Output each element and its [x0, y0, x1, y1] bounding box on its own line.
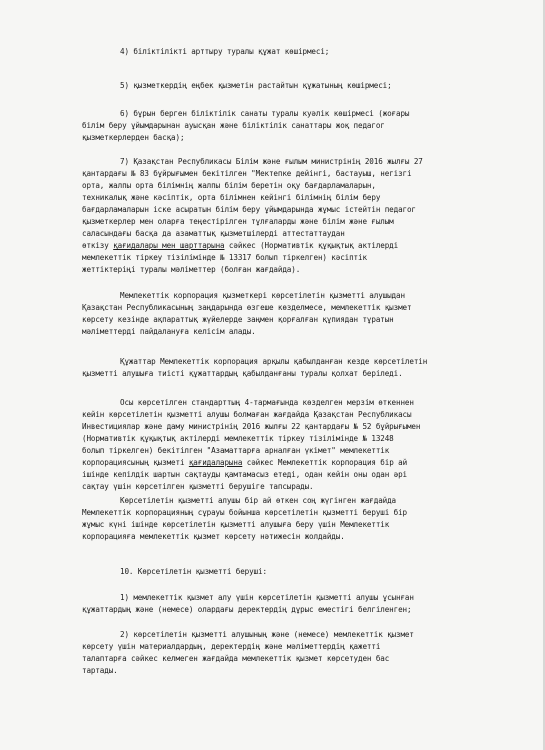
paragraph-storage-line: кейін көрсетілетін қызметті алушы болмаған жағдайда Қазақстан Республикасы: [82, 410, 412, 419]
section-10-item-2-line: талаптарға сәйкес келмеген жағдайда мемлекеттік қызмет көрсетуден бас: [82, 654, 390, 663]
paragraph-receipt-line: Құжаттар Мемлекеттік корпорация арқылы қабылданған кезде көрсетілетін: [120, 357, 428, 366]
paragraph-corporation-consent-line: мәліметтерді пайдалануға келісім алады.: [82, 327, 256, 336]
paragraph-storage-line: корпорациясының қызметі қағидаларына сәйкес Мемлекеттік корпорация бір ай: [82, 458, 408, 467]
section-10-item-1-line: 1) мемлекеттік қызмет алу үшін көрсетілетін қызметті алушы ұсынған: [120, 593, 414, 602]
paragraph-7-line: техникалық және кәсіптік, орта білімнен кейінгі білімнің білім беру: [82, 193, 381, 202]
paragraph-corporation-consent-line: Қазақстан Республикасының заңдарында өзгеше көзделмесе, мемлекеттік қызмет: [82, 303, 412, 312]
paragraph-7-line: мемлекеттік тіркеу тізілімінде № 13317 болып тіркелген) кәсіптік: [82, 253, 367, 262]
paragraph-7-line: өткізу қағидалары мен шарттарына сәйкес (Нормативтік құқықтық актілерді: [82, 241, 399, 250]
paragraph-storage-line: (Нормативтік құқықтық актілерді мемлекеттік тіркеу тізілімінде № 13248: [82, 434, 394, 443]
paragraph-7-line: қызметкерлер мен оларға теңестірілген тұлғаларды және білім және ғылым: [82, 217, 394, 226]
paragraph-4-line: 4) біліктілікті арттыру туралы құжат көшірмесі;: [120, 47, 330, 56]
paragraph-6-line: білім беру ұйымдарынан ауысқан және біліктілік санаттары жоқ педагог: [82, 121, 385, 130]
paragraph-storage-line: жұмыс күні ішінде көрсетілетін қызметті алушыға беру үшін Мемлекеттік: [82, 520, 390, 529]
paragraph-storage-line: ішінде кепілдік шартын сақтауды қамтамасыз етеді, одан кейін оны одан әрі: [82, 470, 407, 479]
paragraph-storage-line: Инвестициялар және даму министрінің 2016 жылғы 22 қантардағы № 52 бұйрығымен: [82, 422, 421, 431]
underlined-reference: қағидалары мен шарттарына: [113, 241, 225, 250]
section-10-item-2-line: 2) көрсетілетін қызметті алушының және (немесе) мемлекеттік қызмет: [120, 630, 414, 639]
paragraph-7-line: саласындағы басқа да азаматтық қызметшілерді аттестаттаудан: [82, 229, 345, 238]
paragraph-7-line: жеттіктеріңі туралы мәліметтер (болған жағдайда).: [82, 265, 301, 274]
paragraph-storage-line: Осы көрсетілген стандарттың 4-тармағында көзделген мерзім өткеннен: [120, 398, 414, 407]
paragraph-7-line: орта, жалпы орта білімнің жалпы білім беретін оқу бағдарламаларын,: [82, 181, 376, 190]
section-10-item-2-line: тартады.: [82, 666, 118, 675]
paragraph-corporation-consent-line: көрсету кезінде ақпараттық жүйелерде заңмен қорғалған құпиядан тұратын: [82, 315, 394, 324]
paragraph-6-line: қызметкерлерден басқа);: [82, 133, 185, 142]
section-10-item-1-line: құжаттардың және (немесе) олардағы деректердің дұрыс еместігі белгіленген;: [82, 605, 412, 614]
underlined-reference: қағидаларына: [188, 458, 243, 467]
paragraph-storage-line: Мемлекеттік корпорацияның сұрауы бойынша көрсетілетін қызметті беруші бір: [82, 508, 407, 517]
section-10-heading-line: 10. Көрсетілетін қызметті беруші:: [120, 567, 267, 576]
paragraph-7-line: қантардағы № 83 бұйрығымен бекітілген "Мектепке дейінгі, бастауыш, негізгі: [82, 169, 412, 178]
paragraph-storage-line: болып тіркелген) бекітілген "Азаматтарға арналған үкімет" мемлекеттік: [82, 446, 390, 455]
paragraph-storage-line: корпорацияға мемлекеттік қызмет көрсету нәтижесін жолдайды.: [82, 532, 345, 541]
section-10-item-2-line: көрсету үшін материалдардың, деректердің және мәліметтердің қажетті: [82, 642, 381, 651]
paragraph-storage-line: Көрсетілетін қызметті алушы бір ай өткен соң жүгінген жағдайда: [120, 496, 397, 505]
paragraph-5-line: 5) қызметкердің еңбек қызметін растайтын құжатының көшірмесі;: [120, 81, 392, 90]
paragraph-7-line: бағдарламаларын іске асыратын білім беру ұйымдарында жұмыс істейтін педагог: [82, 205, 416, 214]
paragraph-7-line: 7) Қазақстан Республикасы Білім және ғылым министрінің 2016 жылғы 27: [120, 157, 423, 166]
paragraph-corporation-consent-line: Мемлекеттік корпорация қызметкері көрсетілетін қызметті алушыдан: [120, 291, 405, 300]
paragraph-storage-line: сақтау үшін көрсетілген қызметті берушіге тапсырады.: [82, 482, 314, 491]
paragraph-receipt-line: қызметті алушыға тиісті құжаттардың қабылданғаны туралы қолхат беріледі.: [82, 369, 403, 378]
paragraph-6-line: 6) бұрын берген біліктілік санаты туралы куәлік көшірмесі (жоғары: [120, 109, 410, 118]
